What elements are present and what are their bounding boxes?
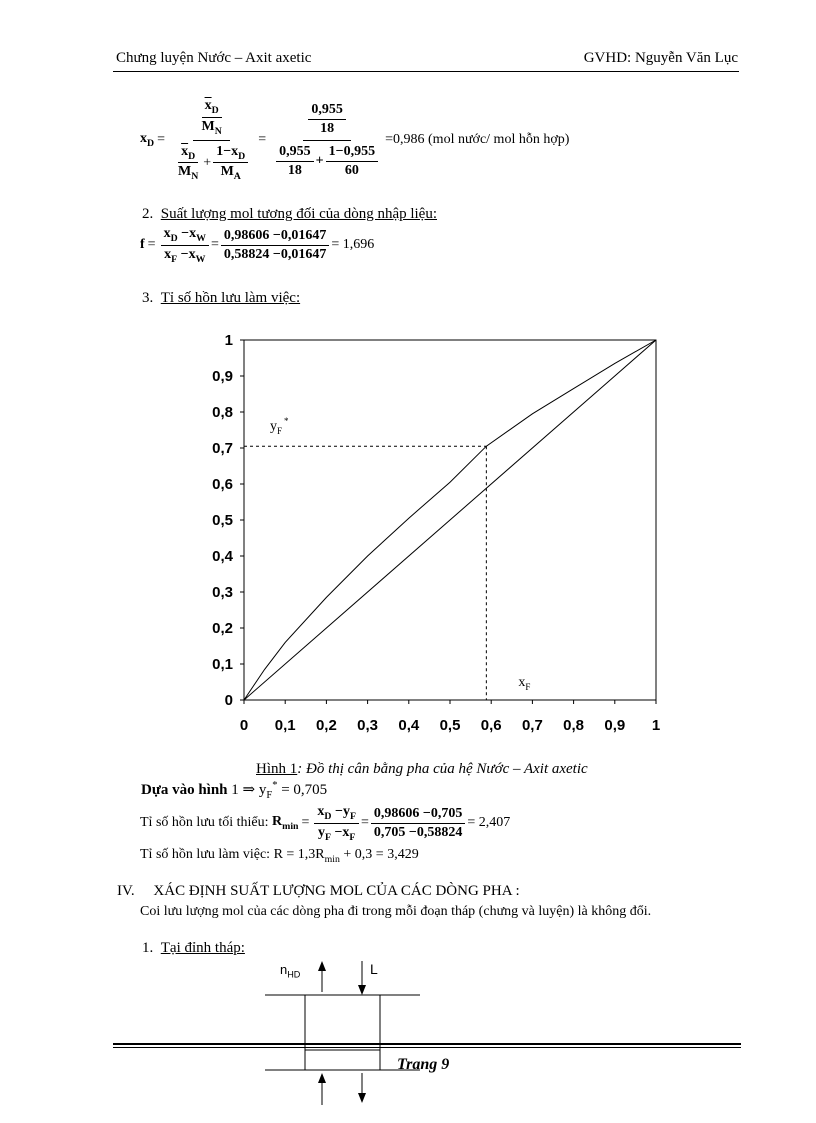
x-tick-label: 0,2 [315,717,337,734]
x-tick-label: 0,3 [357,717,379,734]
section-2-heading: 2. Suất lượng mol tương đối của dòng nhập liệu: [142,206,438,222]
vapor-out-arrow-head [318,961,326,971]
section-4-paragraph: Coi lưu lượng mol của các dòng pha đi trong mỗi đoạn tháp (chưng và luyện) là không đổi. [140,904,652,919]
y-tick-label: 0,4 [212,548,233,565]
xf-label-sub: F [525,682,531,692]
y-tick-label: 0,6 [212,476,233,493]
yf-label-sub: F [277,426,283,437]
y-tick-label: 0,1 [212,656,233,673]
x-tick-label: 0,5 [439,717,461,734]
x-tick-label: 0,6 [480,717,502,734]
vapor-in-arrow-head [318,1073,326,1083]
y-tick-label: 0,7 [212,440,233,457]
x-tick-label: 0,1 [274,717,296,734]
equation-r: Tỉ số hồn lưu làm việc: $R = 1,3R_{min} + 0,3 = 3,429$ [140,847,419,865]
based-on-figure: Dựa vào hình 1 ⇒ $y_F^* = 0,705$ [141,780,328,801]
x-tick-label: 0,8 [563,717,585,734]
liquid-out-arrow-head [358,1093,366,1103]
x-tick-label: 1 [651,717,661,734]
section-4-heading: IV. XÁC ĐỊNH SUẤT LƯỢNG MOL CỦA CÁC DÒNG PHA : [117,883,520,899]
y-tick-label: 0,5 [212,512,233,529]
equilibrium-chart [0,320,816,780]
y-tick-label: 0,8 [212,404,233,421]
x-tick-label: 0,7 [521,717,543,734]
header-rule [113,71,739,72]
y-tick-label: 1 [224,332,233,349]
equation-xd: $x_D$ = $\frac{\overline{x}_D}{M_N}$ $\frac{\overline{x}_D}{M_N}$ + $\frac{1-x_D}{M_A}$ = $\frac{0,955}{18}$ $\frac{0,955}{18}$ + $\frac{1-0,955}{60}$ =0,986 (mol nước/ mol hỗn hợp) [140,97,570,183]
yf-label-sup: * [284,416,289,427]
y-tick-label: 0,2 [212,620,233,637]
header-left: Chưng luyện Nước – Axit axetic [116,50,312,66]
footer-rule-thin [113,1047,741,1048]
column-top-diagram [0,955,816,1115]
x-tick-label: 0,4 [398,717,420,734]
yf-label: y [270,419,277,435]
page-number: Trang 9 [397,1056,450,1073]
equation-rmin: Tỉ số hồn lưu tối thiểu: $R_{min}$ = $\frac{x_D -y_F}{y_F -x_F}$ = $\frac{0,98606 -0,705}{0,705 -0,58824}$ = 2,407 [140,804,511,843]
y-tick-label: 0,3 [212,584,233,601]
reflux-in-arrow-head [358,985,366,995]
subsection-1-heading: 1. Tại đỉnh tháp: [142,940,245,956]
series-diagonal [244,340,656,700]
x-tick-label: 0,9 [604,717,626,734]
footer-rule-thick [113,1043,741,1045]
diagram-label-nhd: $n_{HD}$ [280,962,301,980]
section-3-heading: 3. Tỉ số hồn lưu làm việc: [142,290,301,306]
y-tick-label: 0 [224,692,233,709]
eq-xd-lhs: $x_D$ [140,131,155,149]
x-tick-label: 0 [239,717,249,734]
header-right: GVHD: Nguyễn Văn Lục [583,50,738,66]
figure-caption: Hình 1: Đồ thị cân bằng pha của hệ Nước – Axit axetic [256,761,588,777]
equation-f: f = $\frac{x_D -x_W}{x_F -x_W}$ = $\frac{0,98606 -0,01647}{0,58824 -0,01647}$ = 1,696 [140,226,375,265]
y-tick-label: 0,9 [212,368,233,385]
diagram-label-l: L [370,961,378,977]
xf-label: x [518,675,526,690]
eq-xd-result: =0,986 (mol nước/ mol hỗn hợp) [385,132,570,147]
